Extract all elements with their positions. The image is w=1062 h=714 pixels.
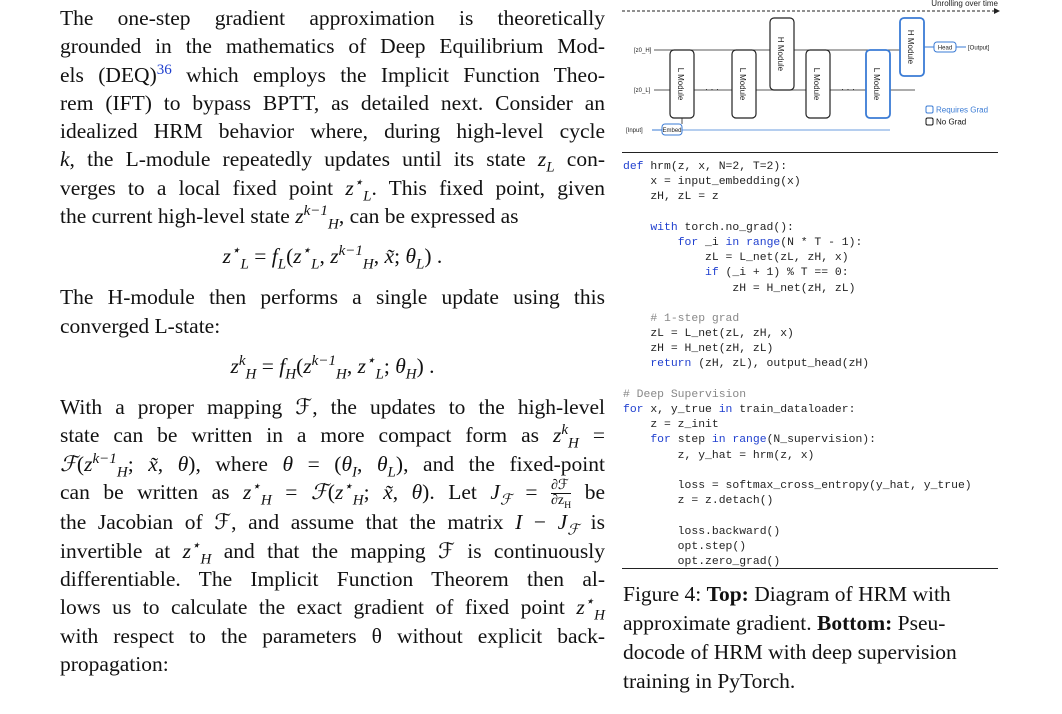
text-line: lows us to calculate the exact gradient of fixed point $z^⋆_H$	[60, 594, 605, 624]
code-line: # 1-step grad	[623, 312, 740, 325]
equation-2: $z^k_H = f_H(z^{k-1}_H$, $z^⋆_L$; $\theta_H$) .	[230, 352, 435, 383]
divider	[622, 152, 998, 153]
code-line: loss.backward()	[623, 525, 781, 538]
code-line: z, y_hat = hrm(z, x)	[623, 449, 815, 462]
text-line: The H-module then performs a single update using this	[60, 285, 605, 310]
module-l3	[806, 50, 830, 118]
text-line: With a proper mapping ℱ, the updates to the high-level	[60, 394, 605, 419]
equation-1: $z^⋆_L = f_L(z^⋆_L$, $z^{k-1}_H$, x̃; $\theta_L$) .	[222, 243, 443, 273]
text-line: can be written as $z^⋆_H$ = $ℱ(z^⋆_H$; x̃, θ). Let $J_ℱ$ = ∂ℱ $\partial z_H$ be	[60, 478, 606, 512]
code-line: zH = H_net(zH, zL)	[623, 343, 774, 356]
divider	[622, 568, 998, 569]
ellipsis: · · ·	[841, 84, 855, 94]
input-zh-label: [z0_H]	[634, 48, 652, 54]
code-line: opt.step()	[623, 540, 747, 553]
code-line: zH = H_net(zH, zL)	[623, 282, 856, 295]
code-line	[623, 373, 1003, 388]
code-line: if (_i + 1) % T == 0:	[705, 267, 849, 280]
text-line: rem (IFT) to bypass BPTT, as detailed next. Consider an	[60, 90, 605, 115]
module-l1	[670, 50, 694, 118]
code-line: for step in range(N_supervision):	[650, 434, 876, 447]
code-line: for _i in range(N * T - 1):	[677, 236, 863, 249]
code-line: z = z.detach()	[623, 495, 774, 508]
pseudocode-block	[623, 160, 1003, 570]
code-line: for x, y_true in train_dataloader:	[623, 404, 856, 416]
code-line	[623, 297, 1003, 312]
code-line: opt.zero_grad()	[623, 555, 781, 568]
code-line: z = z_init	[623, 419, 719, 432]
arrowhead-icon	[994, 8, 1000, 14]
svg-text:L Module: L Module	[676, 67, 685, 101]
code-line: # Deep Supervision	[623, 388, 747, 401]
svg-text:H Module: H Module	[906, 29, 915, 65]
code-line: x = input_embedding(x)	[623, 176, 801, 189]
head-label: Head	[937, 45, 953, 52]
legend-requires-grad: Requires Grad	[936, 105, 989, 115]
text-line: the current high-level state $z^{k-1}_H$, can be expressed as	[60, 202, 519, 233]
text-line: differentiable. The Implicit Function Theorem then al-	[60, 567, 605, 592]
text-line: grounded in the mathematics of Deep Equilibrium Mod-	[60, 34, 605, 59]
input-label: [Input]	[626, 128, 643, 134]
code-line: def hrm(z, x, N=2, T=2):	[623, 161, 788, 173]
text-line: state can be written in a more compact form as $z^k_H$ =	[60, 422, 605, 452]
module-h2-grad	[900, 18, 924, 76]
figure-caption: Figure 4: Top: Diagram of HRM with approximate gradient. Bottom: Pseu- docode of HRM with deep supervision training in PyTorch.	[623, 582, 957, 693]
text-line: with respect to the parameters θ without explicit back-	[60, 623, 605, 648]
body-text-column	[60, 4, 605, 678]
output-label: [Output]	[968, 45, 990, 52]
text-line: verges to a local fixed point $z^⋆_L$. This fixed point, given	[60, 174, 605, 205]
text-line: els (DEQ)$^{36}$ which employs the Implicit Function Theo-	[60, 61, 606, 87]
text-line: k, the L-module repeatedly updates until its state $z_L$ con-	[60, 147, 606, 176]
code-line: zL = L_net(zL, zH, x)	[623, 252, 849, 265]
code-line	[623, 464, 1003, 479]
legend-nograd-swatch	[926, 118, 933, 125]
code-line: zL = L_net(zL, zH, x)	[623, 328, 794, 341]
module-l2	[732, 50, 756, 118]
legend-grad-swatch	[926, 106, 933, 113]
module-l4-grad	[866, 50, 890, 118]
legend-no-grad: No Grad	[936, 117, 967, 127]
svg-text:H Module: H Module	[776, 36, 785, 72]
svg-text:L Module: L Module	[872, 67, 881, 101]
text-line: invertible at $z^⋆_H$ and that the mapping ℱ is continuously	[60, 537, 606, 568]
code-line: zH, zL = z	[623, 191, 719, 204]
svg-text:L Module: L Module	[738, 67, 747, 101]
svg-text:L Module: L Module	[812, 67, 821, 101]
text-line: propagation:	[60, 651, 169, 676]
hrm-diagram	[620, 0, 1002, 150]
code-line	[623, 509, 1003, 524]
embed-label: Embed	[662, 128, 682, 134]
input-zl-label: [z0_L]	[634, 88, 651, 94]
text-line: converged L-state:	[60, 313, 221, 338]
text-line: idealized HRM behavior where, during high-level cycle	[60, 119, 605, 144]
module-h1	[770, 18, 794, 90]
text-line: the Jacobian of ℱ, and assume that the matrix $I - J_ℱ$ is	[60, 510, 605, 539]
code-line	[623, 206, 1003, 221]
text-line: The one-step gradient approximation is theoretically	[60, 6, 605, 30]
unroll-label: Unrolling over time	[931, 0, 998, 8]
text-line: $ℱ(z^{k-1}_H$; x̃, θ), where $\theta = (\theta_I$, $\theta_L$), and the fixed-point	[60, 450, 605, 480]
code-line: return (zH, zL), output_head(zH)	[650, 358, 870, 371]
citation-36: 36	[156, 61, 172, 78]
ellipsis: · · ·	[705, 84, 719, 94]
code-line: with torch.no_grad():	[650, 221, 794, 234]
code-line: loss = softmax_cross_entropy(y_hat, y_true)	[623, 479, 972, 492]
